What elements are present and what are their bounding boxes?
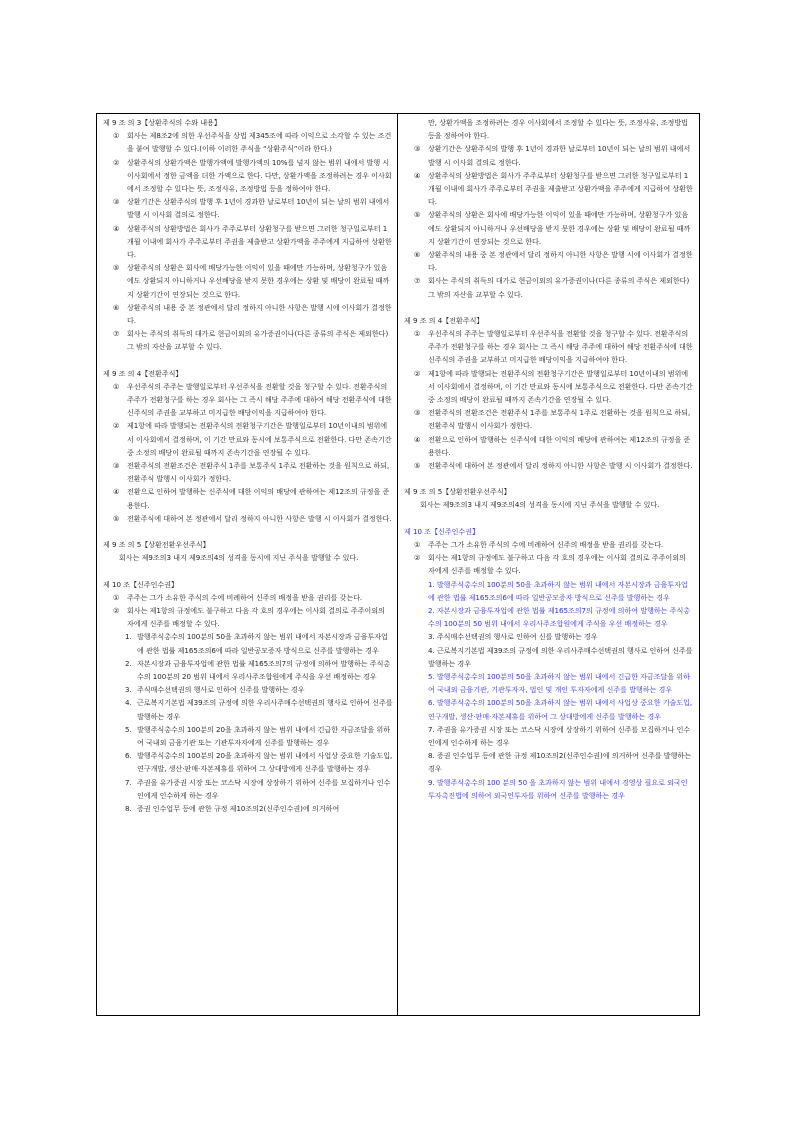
clause-subitem xyxy=(103,749,393,775)
clause-number: ③ xyxy=(414,144,421,154)
clause-number: ① xyxy=(113,131,120,141)
section-gap xyxy=(404,472,693,485)
clause-number: ② xyxy=(113,605,120,615)
clause-number: ⑥ xyxy=(113,302,120,312)
clause-text: 주주는 그가 소유한 주식의 수에 비례하여 신주의 배정을 받을 권리를 갖는다. xyxy=(127,592,363,602)
amended-subitem: 9. 발행주식총수의 100 분의 50 을 초과하지 않는 범위 내에서 경영상 필요로 외국인투자촉진법에 의하여 외국인투자를 위하여 신주를 발행하는 경우 xyxy=(428,777,688,800)
clause-subitem: 7. 주권을 유가증권 시장 또는 코스닥 시장에 상장하기 위하여 신주를 모집하거나 인수인에게 인수하게 하는 경우 xyxy=(428,724,691,747)
clause-subitem xyxy=(103,630,393,656)
clause-number: ⑤ xyxy=(113,513,120,523)
clause-text: 상환주식의 상환방법은 회사가 주주로부터 상환청구를 받으면 그러한 청구일로부터 1개월 이내에 회사가 주주로부터 주권을 제출받고 상환가액을 주주에게 지급하여 상환한다. xyxy=(127,223,392,260)
article-heading: 제 9 조 의 4【전환주식】 xyxy=(404,315,484,325)
clause-subitem xyxy=(103,776,393,802)
clause-subitem xyxy=(103,683,393,696)
clause-number: ② xyxy=(414,368,421,378)
clause-item xyxy=(103,591,393,604)
clause-text: 상환주식의 상환은 회사에 배당가능한 이익이 있을 때에만 가능하며, 상환청구가 있음에도 상환되지 아니하거나 우선배당을 받지 못한 경우에는 상환 및 배당이 완료될 때까지 상환기간이 연장되는 것으로 한다. xyxy=(428,210,691,246)
clause-number: 4. xyxy=(125,698,132,708)
clause-number: ① xyxy=(414,539,421,549)
clause-item xyxy=(404,551,693,577)
clause-item xyxy=(404,367,693,407)
clause-text: 증권 인수업무 등에 관한 규정 제10조의2(신주인수권)에 의거하여 xyxy=(137,803,340,813)
clause-subitem: 4. 근로복지기본법 제39조의 규정에 의한 우리사주매수선택권의 행사로 인하여 신주를 발행하는 경우 xyxy=(428,645,693,668)
section-gap xyxy=(103,354,393,367)
clause-text: 제1항에 따라 발행되는 전환주식의 전환청구기간은 발행일로부터 10년이내의 범위에서 이사회에서 결정하며, 이 기간 만료와 동시에 보통주식으로 전환한다. 다만 존속기간 중 소정의 배당이 완료될 때까지 존속기간을 연장될 수 있다. xyxy=(127,421,392,457)
clause-number: ⑤ xyxy=(414,210,421,220)
clause-number: ⑤ xyxy=(414,461,421,471)
section-gap xyxy=(404,301,693,314)
right-column xyxy=(398,114,699,1015)
clause-item xyxy=(103,604,393,630)
clause-item xyxy=(404,538,693,551)
clause-item xyxy=(103,195,393,221)
clause-subitem xyxy=(103,696,393,722)
clause-number: 1. xyxy=(125,632,132,642)
clause-text: 우선주식의 주주는 발행일로부터 우선주식을 전환할 것을 청구할 수 있다. 전환주식의 주주가 전환청구를 하는 경우 회사는 그 즉시 해당 주주에 대하여 해당 전환주식에 대한 신주식의 주권을 교부하고 미지급한 배당이익을 지급하여야 한다. xyxy=(127,381,392,418)
clause-text: 회사는 제8조2에 의한 우선주식을 상법 제345조에 따라 이익으로 소각할 수 있는 조건을 붙여 발행할 수 있다.(이하 이러한 주식을 “상환주식”이라 한다.) xyxy=(127,131,392,154)
clause-number: ① xyxy=(113,381,120,391)
clause-item xyxy=(404,248,693,274)
clause-text: 자본시장과 금융투자업에 관한 법률 제165조의7의 규정에 의하여 발행하는 주식총수의 100분의 20 범위 내에서 우리사주조합원에게 주식을 우선 배정하는 경우 xyxy=(137,658,391,681)
clause-number: ④ xyxy=(414,434,421,444)
clause-number: ① xyxy=(414,329,421,339)
clause-item xyxy=(103,156,393,196)
clause-text: 제1항에 따라 발행되는 전환주식의 전환청구기간은 발행일로부터 10년이내의 범위에서 이사회에서 결정하며, 이 기간 만료와 동시에 보통주식으로 전환한다. 다만 존속기간 중 소정의 배당이 완료될 때까지 존속기간을 연장될 수 있다. xyxy=(428,368,693,405)
clause-item xyxy=(103,261,393,301)
article-heading: 제 10 조【신주인수권】 xyxy=(404,526,480,536)
clause-number: ⑦ xyxy=(414,276,421,286)
article-heading: 제 10 조【신주인수권】 xyxy=(103,579,179,589)
clause-subitem: 3. 주식매수선택권의 행사로 인하여 신를 발행하는 경우 xyxy=(428,632,598,642)
clause-number: ④ xyxy=(113,487,120,497)
clause-number: ④ xyxy=(113,223,120,233)
amended-subitem: 2. 자본시장과 금융투자업에 관한 법률 제165조의7의 규정에 의하여 발행하는 주식총수의 100분의 50 범위 내에서 우리사주조합원에게 주식을 우선 배정하는 경우 xyxy=(428,605,691,629)
clause-number: 3. xyxy=(125,685,132,695)
clause-text: 상환주식의 상환가액은 발행가액에 발행가액의 10%를 넘지 않는 범위 내에서 발행 시 이사회에서 정한 금액을 더한 가액으로 한다. 다만, 상환가액을 조정하려는 경우 이사회에서 조정할 수 있다는 뜻, 조정사유, 조정방법 등을 정하여야 한다. xyxy=(127,157,392,194)
clause-item xyxy=(103,512,393,525)
clause-text: 전환주식의 전환조건은 전환주식 1주를 보통주식 1주로 전환하는 것을 원칙으로 하되, 전환주식 발행시 이사회가 정한다. xyxy=(127,461,390,484)
clause-item xyxy=(404,274,693,300)
clause-subitem xyxy=(103,723,393,749)
clause-item xyxy=(103,485,393,511)
clause-text: 상환주식의 내용 중 본 정관에서 달리 정하지 아니한 사항은 발행 시에 이사회가 결정한다. xyxy=(127,302,392,326)
clause-text: 회사는 주식의 취득의 대가로 현금이외의 유가증권이나(다른 종류의 주식은 제외한다) 그 밖의 자산을 교부할 수 있다. xyxy=(428,276,690,299)
amended-subitem: 1. 발행주식총수의 100분의 50을 초과하지 않는 범위 내에서 자본시장과 금융투자업에 관한 법률 제165조의6에 따라 일반공모증자 방식으로 신주를 발행하는 경우 xyxy=(428,579,688,602)
clause-text: 상환주식의 내용 중 본 정관에서 달리 정하지 아니한 사항은 발행 시에 이사회가 결정한다. xyxy=(428,250,693,273)
clause-number: 8. xyxy=(125,803,132,813)
clause-text: 근로복지기본법 제39조의 규정에 의한 우리사주매수선택권의 행사로 인하여 신주를 발행하는 경우 xyxy=(137,698,393,721)
clause-text: 주권을 유가증권 시장 또는 코스닥 시장에 상장하기 위하여 신주를 모집하거나 인수인에게 인수하게 하는 경우 xyxy=(137,777,391,800)
left-column xyxy=(97,114,398,1015)
clause-text: 우선주식의 주주는 발행일로부터 우선주식을 전환할 것을 청구할 수 있다. 전환주식의 주주가 전환청구를 하는 경우 회사는 그 즉시 해당 주주에 대하여 해당 전환주식에 대한 신주식의 주권을 교부하고 미지급한 배당이익을 지급하여야 한다. xyxy=(428,329,693,365)
amended-subitem: 5. 발행주식총수의 100분의 50을 초과하지 않는 범위 내에서 긴급한 자금조달을 위하여 국내외 금융기관, 기관투자자, 법인 및 개인 투자자에게 신주를 발행하는 경우 xyxy=(428,671,690,695)
clause-text: 전환으로 인하여 발행하는 신주식에 대한 이익의 배당에 관하여는 제12조의 규정을 준용한다. xyxy=(127,487,390,510)
article-body: 회사는 제9조의3 내지 제9조의4의 성격을 동시에 지닌 주식을 발행할 수 있다. xyxy=(420,500,660,510)
clause-text: 주주는 그가 소유한 주식의 수에 비례하여 신주의 배정을 받을 권리를 갖는다. xyxy=(428,539,664,549)
clause-item xyxy=(404,169,693,209)
clause-subitem xyxy=(103,802,393,815)
article-heading: 제 9 조 의 5【상환전환우선주식】 xyxy=(103,540,210,550)
clause-number: ③ xyxy=(414,408,421,418)
clause-text: 상환기간은 상환주식의 발행 후 1년이 경과한 날로부터 10년이 되는 날의 범위 내에서 발행 시 이사회 결의로 정한다. xyxy=(127,197,390,220)
clause-text: 발행주식총수의 100분의 50을 초과하지 않는 범위 내에서 자본시장과 금융투자업에 관한 법률 제165조의6에 따라 일반공모증자 방식으로 신주를 발행하는 경우 xyxy=(137,632,388,655)
clause-text: 발행주식총수의 100분의 20을 초과하지 않는 범위 내에서 긴급한 자금조달을 위하여 국내외 금융기관 또는 기관투자자에게 신주를 발행하는 경우 xyxy=(137,724,391,747)
clause-item xyxy=(404,433,693,459)
clause-item xyxy=(103,380,393,420)
clause-continuation: 만, 상환가액을 조정하려는 경우 이사회에서 조정할 수 있다는 뜻, 조정사유, 조정방법 등을 정하여야 한다. xyxy=(428,118,688,141)
clause-subitem xyxy=(103,657,393,683)
clause-text: 주식매수선택권의 행사로 인하여 신주를 발행하는 경우 xyxy=(137,685,305,695)
clause-subitem: 8. 증권 인수업무 등에 관한 규정 제10조의2(신주인수권)에 의거하여 신주를 발행하는 경우 xyxy=(428,751,692,774)
section-gap xyxy=(103,525,393,538)
section-gap xyxy=(404,512,693,525)
article-heading: 제 9 조 의 4【전환주식】 xyxy=(103,368,183,378)
clause-number: 7. xyxy=(125,777,132,787)
clause-text: 상환기간은 상환주식의 발행 후 1년이 경과한 날로부터 10년이 되는 날의 범위 내에서 발행 시 이사회 결의로 정한다. xyxy=(428,144,691,167)
clause-text: 회사는 주식의 취득의 대가로 현금이외의 유가증권이나(다른 종류의 주식은 제외한다) 그 밖의 자산을 교부할 수 있다. xyxy=(127,329,389,352)
clause-number: ⑥ xyxy=(414,250,421,260)
article-heading: 제 9 조 의 5【상환전환우선주식】 xyxy=(404,487,511,497)
clause-text: 회사는 제1항의 규정에도 불구하고 다음 각 호의 경우에는 이사회 결의로 주주이외의 자에게 신주를 배정할 수 있다. xyxy=(127,605,385,629)
clause-item xyxy=(103,327,393,353)
clause-text: 전환주식에 대하여 본 정관에서 달리 정하지 아니한 사항은 발행 시 이사회가 결정한다. xyxy=(428,461,693,471)
clause-text: 상환주식의 상환은 회사에 배당가능한 이익이 있을 때에만 가능하며, 상환청구가 있음에도 상환되지 아니하거나 우선배당을 받지 못한 경우에는 상환 및 배당이 완료될 때까지 상환기간이 연장되는 것으로 한다. xyxy=(127,263,390,299)
clause-item xyxy=(404,459,693,472)
clause-item xyxy=(103,129,393,155)
clause-item xyxy=(103,222,393,262)
clause-number: 2. xyxy=(125,658,132,668)
clause-number: ⑤ xyxy=(113,263,120,273)
clause-number: ④ xyxy=(414,170,421,180)
clause-item xyxy=(404,208,693,248)
clause-text: 상환주식의 상환방법은 회사가 주주로부터 상환청구를 받으면 그러한 청구일로부터 1개월 이내에 회사가 주주로부터 주권을 제출받고 상환가액을 주주에게 지급하여 상환한다. xyxy=(428,170,693,207)
clause-text: 전환주식에 대하여 본 정관에서 달리 정하지 아니한 사항은 발행 시 이사회가 결정한다. xyxy=(127,513,392,523)
clause-number: 5. xyxy=(125,724,132,734)
clause-text: 전환으로 인하여 발행하는 신주식에 대한 이익의 배당에 관하여는 제12조의 규정을 준용한다. xyxy=(428,434,691,457)
clause-number: 6. xyxy=(125,751,132,761)
clause-item xyxy=(404,142,693,168)
clause-text: 발행주식총수의 100분의 20을 초과하지 않는 범위 내에서 사업상 중요한 기술도입, 연구개발, 생산·판매·자본제휴를 위하여 그 상대방에게 신주를 발행하는 경우 xyxy=(137,751,393,774)
clause-number: ② xyxy=(414,553,421,563)
clause-item xyxy=(404,406,693,432)
clause-text: 회사는 제1항의 규정에도 불구하고 다음 각 호의 경우에는 이사회 결의로 주주이외의 자에게 신주를 배정할 수 있다. xyxy=(428,553,686,576)
section-gap xyxy=(103,565,393,578)
clause-item xyxy=(404,327,693,367)
document-table xyxy=(96,113,700,1016)
clause-number: ③ xyxy=(113,461,120,471)
article-heading: 제 9 조 의 3【상환주식의 수와 내용】 xyxy=(103,118,221,127)
clause-item xyxy=(103,419,393,459)
clause-item xyxy=(103,459,393,485)
clause-item xyxy=(103,301,393,327)
clause-number: ② xyxy=(113,421,120,431)
clause-number: ① xyxy=(113,592,120,602)
clause-number: ③ xyxy=(113,197,120,207)
clause-number: ② xyxy=(113,157,120,167)
clause-text: 전환주식의 전환조건은 전환주식 1주를 보통주식 1주로 전환하는 것을 원칙으로 하되, 전환주식 발행시 이사회가 정한다. xyxy=(428,408,691,431)
clause-number: ⑦ xyxy=(113,329,120,339)
article-body: 회사는 제9조의3 내지 제9조의4의 성격을 동시에 지닌 주식을 발행할 수 있다. xyxy=(119,553,359,563)
amended-subitem: 6. 발행주식총수의 100분의 50을 초과하지 않는 범위 내에서 사업상 중요한 기술도입, 연구개발, 생산·판매·자본제휴를 위하여 그 상대방에게 신주를 발행하는 경우 xyxy=(428,698,693,721)
